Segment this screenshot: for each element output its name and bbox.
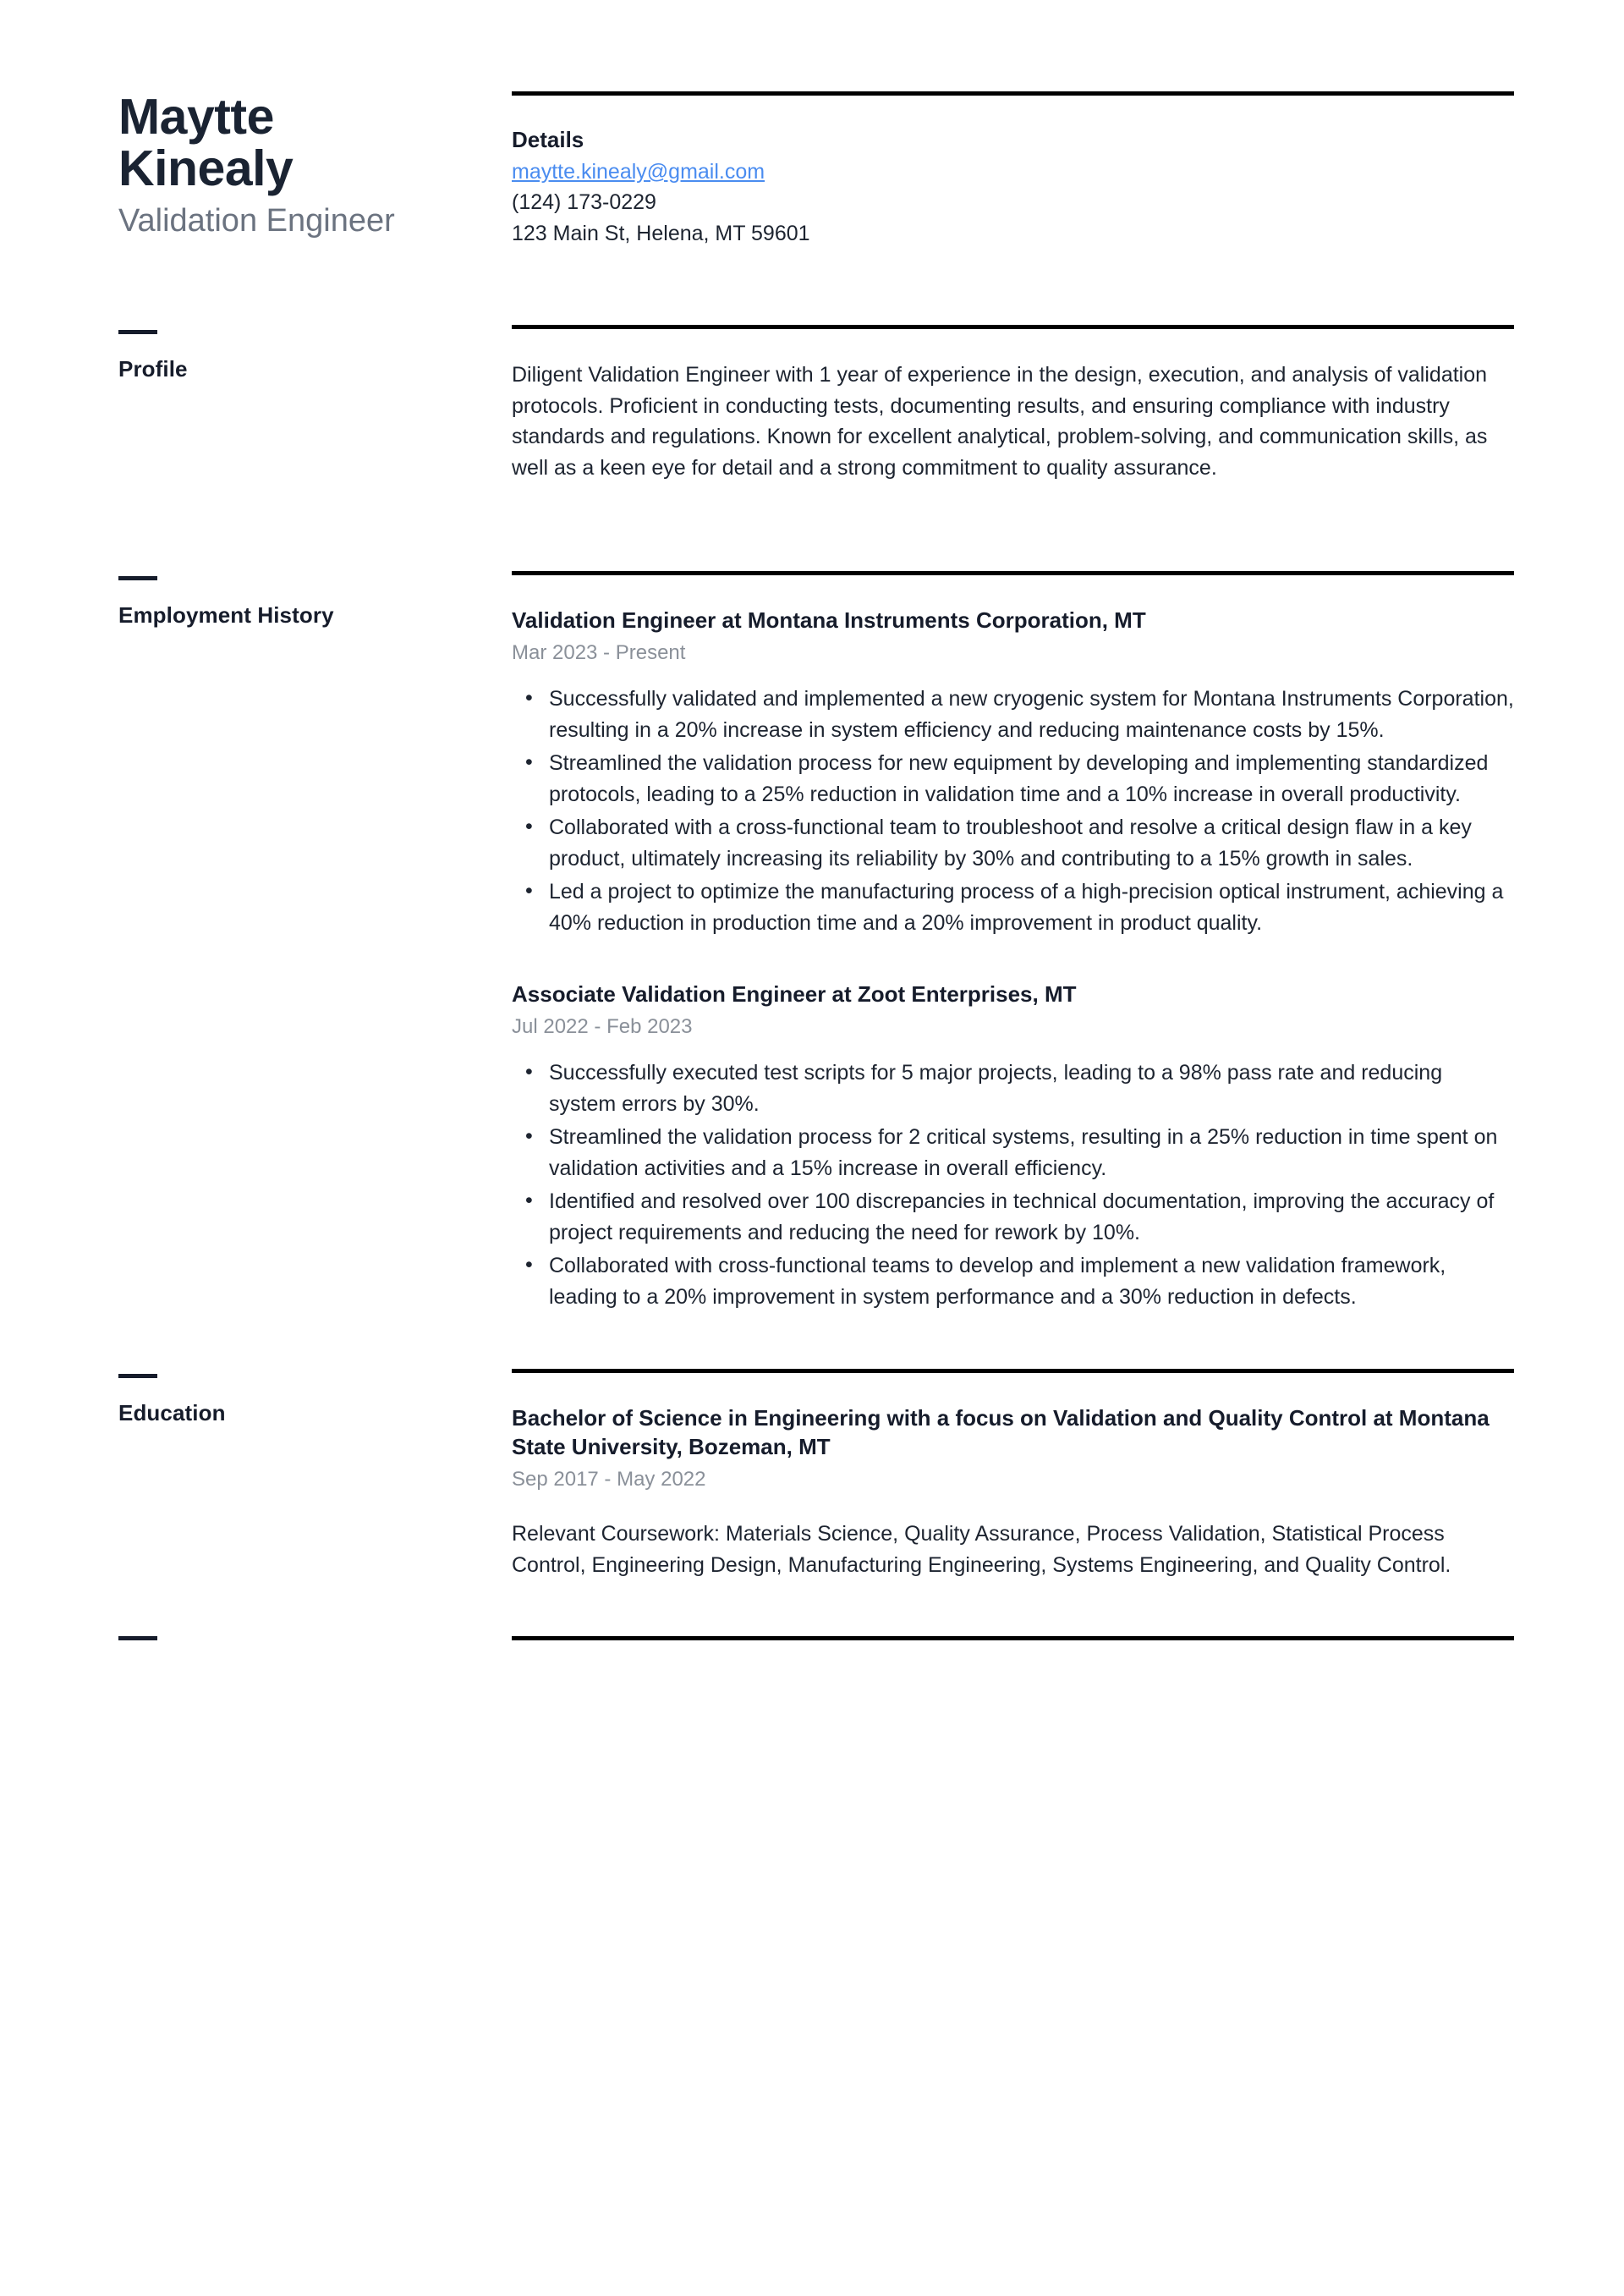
section-label-profile: Profile: [118, 356, 188, 382]
page-title: [118, 91, 512, 195]
profile-text-wrap: [512, 329, 1514, 483]
employment-content-column: [512, 571, 1624, 1314]
next-section-content-column: [512, 1636, 1624, 1640]
profile-label-wrap: [118, 325, 512, 382]
employment-row: [0, 571, 1624, 1314]
education-row: [0, 1369, 1624, 1580]
list-item: • Streamlined the validation process for new equipment by developing and implementing standardized protocols, leading to a 25% reduction in validation time and a 10% increase in overall productivity.: [549, 748, 1514, 810]
education-label-wrap: [118, 1369, 512, 1426]
list-item: • Collaborated with cross-functional teams to develop and implement a new validation framework, leading to a 20% improvement in system performance and a 30% reduction in defects.: [549, 1250, 1514, 1313]
employment-entry-bullets: [512, 684, 1514, 939]
details-column: [512, 91, 1624, 249]
email-link[interactable]: maytte.kinealy@gmail.com: [512, 159, 765, 184]
profile-text: Diligent Validation Engineer with 1 year of experience in the design, execution, and analysis of validation protocols. Proficient in conducting tests, documenting results, and ensuring compliance with industry standards and regulations. Known for excellent analytical, problem-solving, and communication skills, as well as a keen eye for detail and a strong commitment to quality assurance.: [512, 363, 1488, 480]
dash-icon: [118, 576, 157, 580]
header-row: [0, 0, 1624, 249]
profile-content-column: [512, 325, 1624, 483]
header-name-column: [0, 91, 512, 241]
education-entry: [512, 1373, 1514, 1580]
employment-entry-date: Jul 2022 - Feb 2023: [512, 1014, 693, 1038]
phone-text: (124) 173-0229: [512, 190, 656, 215]
education-entry-description: Relevant Coursework: Materials Science, Quality Assurance, Process Validation, Statistical Process Control, Engineering Design, Manufacturing Engineering, Systems Engineering, and Quality Control.: [512, 1522, 1451, 1577]
next-section-row: [0, 1636, 1624, 1662]
entry-spacer: [512, 941, 1514, 980]
details-heading: Details: [512, 127, 584, 152]
profile-label-column: [0, 325, 512, 382]
section-label-education: Education: [118, 1399, 226, 1425]
first-name: Maytte: [118, 89, 274, 145]
list-item: • Successfully executed test scripts for 5 major projects, leading to a 98% pass rate and reducing system errors by 30%.: [549, 1057, 1514, 1120]
education-label-column: [0, 1369, 512, 1426]
email-row: [512, 157, 1514, 188]
dash-icon: [118, 330, 157, 334]
list-item: • Collaborated with a cross-functional team to troubleshoot and resolve a critical design flaw in a key product, ultimately increasing its reliability by 30% and contributing to a 15% growth in sales.: [549, 812, 1514, 875]
details-content: [512, 96, 1514, 249]
education-entry-date: Sep 2017 - May 2022: [512, 1468, 706, 1491]
employment-label-wrap: [118, 571, 512, 629]
list-item: • Streamlined the validation process for 2 critical systems, resulting in a 25% reduction in time spent on validation activities and a 15% increase in overall efficiency.: [549, 1122, 1514, 1184]
profile-row: [0, 325, 1624, 483]
employment-entry: [512, 980, 1514, 1313]
list-item: • Successfully validated and implemented a new cryogenic system for Montana Instruments Corporation, resulting in a 20% increase in system efficiency and reducing maintenance costs by 15%.: [549, 684, 1514, 746]
employment-entry-title: Associate Validation Engineer at Zoot Enterprises, MT: [512, 980, 1077, 1007]
employment-label-column: [0, 571, 512, 629]
next-section-divider: [512, 1636, 1514, 1640]
education-entry-title: Bachelor of Science in Engineering with a focus on Validation and Quality Control at Montana State University, Bozeman, MT: [512, 1404, 1490, 1460]
employment-entry-title: Validation Engineer at Montana Instruments Corporation, MT: [512, 607, 1146, 634]
employment-entry: [512, 575, 1514, 939]
list-item: • Led a project to optimize the manufacturing process of a high-precision optical instrument, achieving a 40% reduction in production time and a 20% improvement in product quality.: [549, 876, 1514, 939]
education-content-column: [512, 1369, 1624, 1580]
job-title: Validation Engineer: [118, 202, 395, 239]
employment-entry-date: Mar 2023 - Present: [512, 641, 686, 665]
employment-entry-bullets: [512, 1057, 1514, 1313]
dash-icon: [118, 1374, 157, 1378]
last-name: Kinealy: [118, 140, 294, 196]
next-section-label-column: [0, 1636, 512, 1662]
dash-icon: [118, 1636, 157, 1640]
section-label-employment: Employment History: [118, 602, 334, 629]
list-item: • Identified and resolved over 100 discrepancies in technical documentation, improving the accuracy of project requirements and reducing the need for rework by 10%.: [549, 1186, 1514, 1249]
address-text: 123 Main St, Helena, MT 59601: [512, 221, 810, 245]
